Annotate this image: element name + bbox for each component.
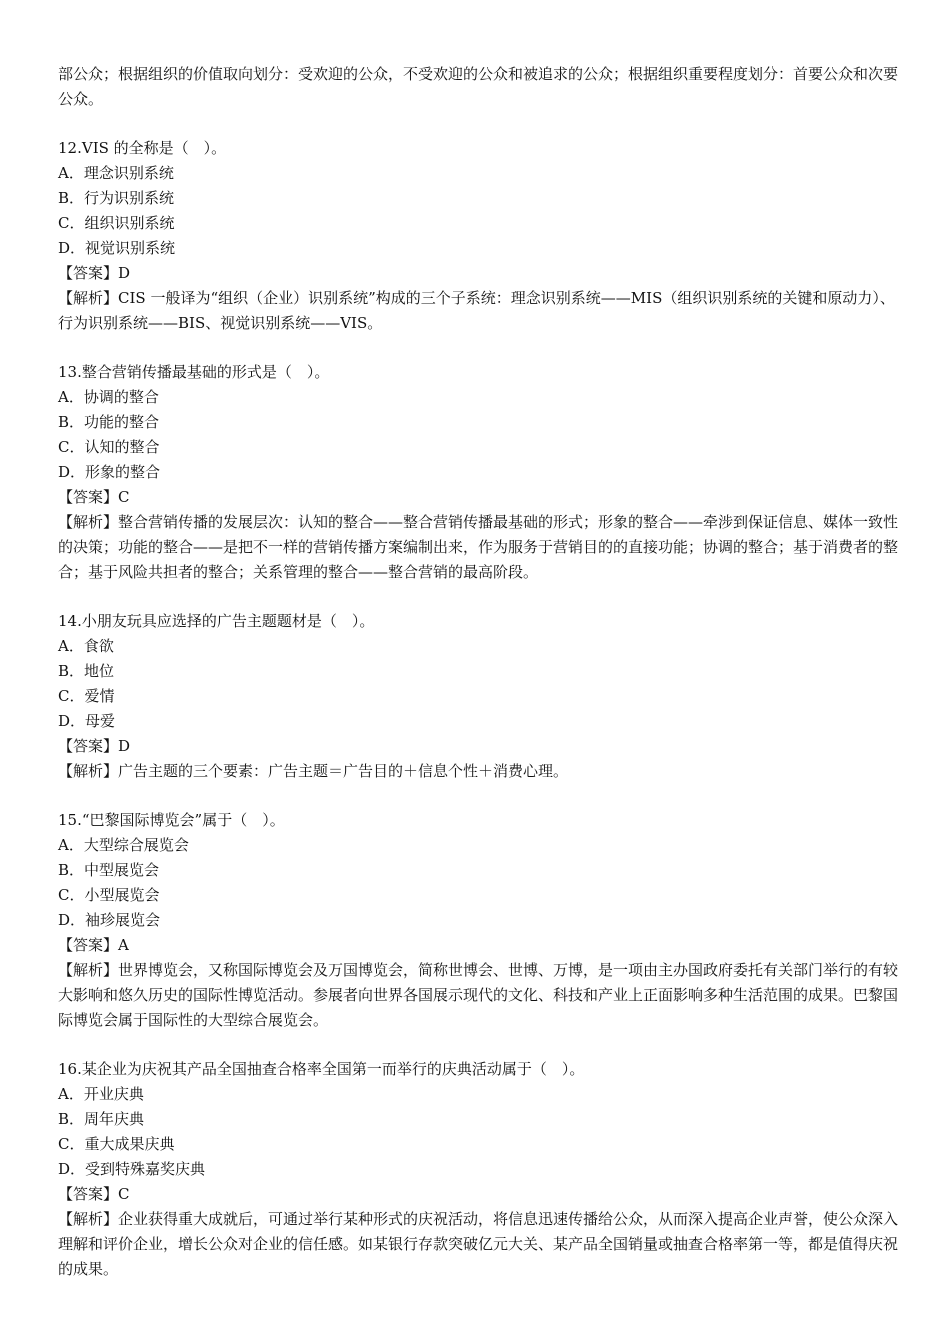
spacer	[58, 1033, 898, 1057]
option-d: D．视觉识别系统	[58, 239, 176, 257]
option-a: A．协调的整合	[58, 388, 159, 406]
document-page	[58, 62, 898, 1282]
answer: 【答案】C	[58, 1185, 130, 1203]
analysis: 【解析】整合营销传播的发展层次：认知的整合——整合营销传播最基础的形式；形象的整合——牵涉到保证信息、媒体一致性的决策；功能的整合——是把不一样的营销传播方案编制出来，作为服务于营销目的的直接功能；协调的整合；基于消费者的整合；基于风险共担者的整合；关系管理的整合——整合营销的最高阶段。	[58, 513, 899, 581]
spacer	[58, 784, 898, 808]
option-c: C．组织识别系统	[58, 214, 175, 232]
spacer	[58, 112, 898, 136]
question-stem: 14.小朋友玩具应选择的广告主题题材是（ ）。	[58, 612, 375, 630]
analysis: 【解析】企业获得重大成就后，可通过举行某种形式的庆祝活动，将信息迅速传播给公众，从而深入提高企业声誉，使公众深入理解和评价企业，增长公众对企业的信任感。如某银行存款突破亿元大关、某产品全国销量或抽查合格率第一等，都是值得庆祝的成果。	[58, 1210, 899, 1278]
option-d: D．受到特殊嘉奖庆典	[58, 1160, 206, 1178]
question-stem: 13.整合营销传播最基础的形式是（ ）。	[58, 363, 330, 381]
answer: 【答案】D	[58, 264, 131, 282]
intro-paragraph: 部公众；根据组织的价值取向划分：受欢迎的公众，不受欢迎的公众和被追求的公众；根据组织重要程度划分：首要公众和次要公众。	[58, 65, 899, 108]
analysis: 【解析】世界博览会，又称国际博览会及万国博览会，简称世博会、世博、万博，是一项由主办国政府委托有关部门举行的有较大影响和悠久历史的国际性博览活动。参展者向世界各国展示现代的文化、科技和产业上正面影响多种生活范围的成果。巴黎国际博览会属于国际性的大型综合展览会。	[58, 961, 899, 1029]
option-a: A．食欲	[58, 637, 114, 655]
option-c: C．小型展览会	[58, 886, 160, 904]
question-block	[58, 808, 898, 1033]
spacer	[58, 585, 898, 609]
option-d: D．袖珍展览会	[58, 911, 161, 929]
question-stem: 12.VIS 的全称是（ ）。	[58, 139, 227, 157]
spacer	[58, 336, 898, 360]
question-stem: 15.“巴黎国际博览会”属于（ ）。	[58, 811, 285, 829]
answer: 【答案】A	[58, 936, 129, 954]
option-b: B．中型展览会	[58, 861, 160, 879]
option-a: A．理念识别系统	[58, 164, 174, 182]
option-d: D．母爱	[58, 712, 116, 730]
answer: 【答案】C	[58, 488, 130, 506]
option-b: B．功能的整合	[58, 413, 160, 431]
option-b: B．周年庆典	[58, 1110, 145, 1128]
question-stem: 16.某企业为庆祝其产品全国抽查合格率全国第一而举行的庆典活动属于（ ）。	[58, 1060, 585, 1078]
question-block	[58, 609, 898, 784]
option-d: D．形象的整合	[58, 463, 161, 481]
analysis: 【解析】CIS 一般译为“组织（企业）识别系统”构成的三个子系统：理念识别系统——MIS（组织识别系统的关键和原动力）、行为识别系统——BIS、视觉识别系统——VIS。	[58, 289, 895, 332]
option-c: C．爱情	[58, 687, 115, 705]
question-block	[58, 1057, 898, 1282]
question-block	[58, 136, 898, 336]
option-a: A．大型综合展览会	[58, 836, 189, 854]
question-block	[58, 360, 898, 585]
option-b: B．地位	[58, 662, 115, 680]
option-a: A．开业庆典	[58, 1085, 144, 1103]
option-b: B．行为识别系统	[58, 189, 175, 207]
option-c: C．重大成果庆典	[58, 1135, 175, 1153]
analysis: 【解析】广告主题的三个要素：广告主题＝广告目的＋信息个性＋消费心理。	[58, 762, 569, 780]
answer: 【答案】D	[58, 737, 131, 755]
option-c: C．认知的整合	[58, 438, 160, 456]
